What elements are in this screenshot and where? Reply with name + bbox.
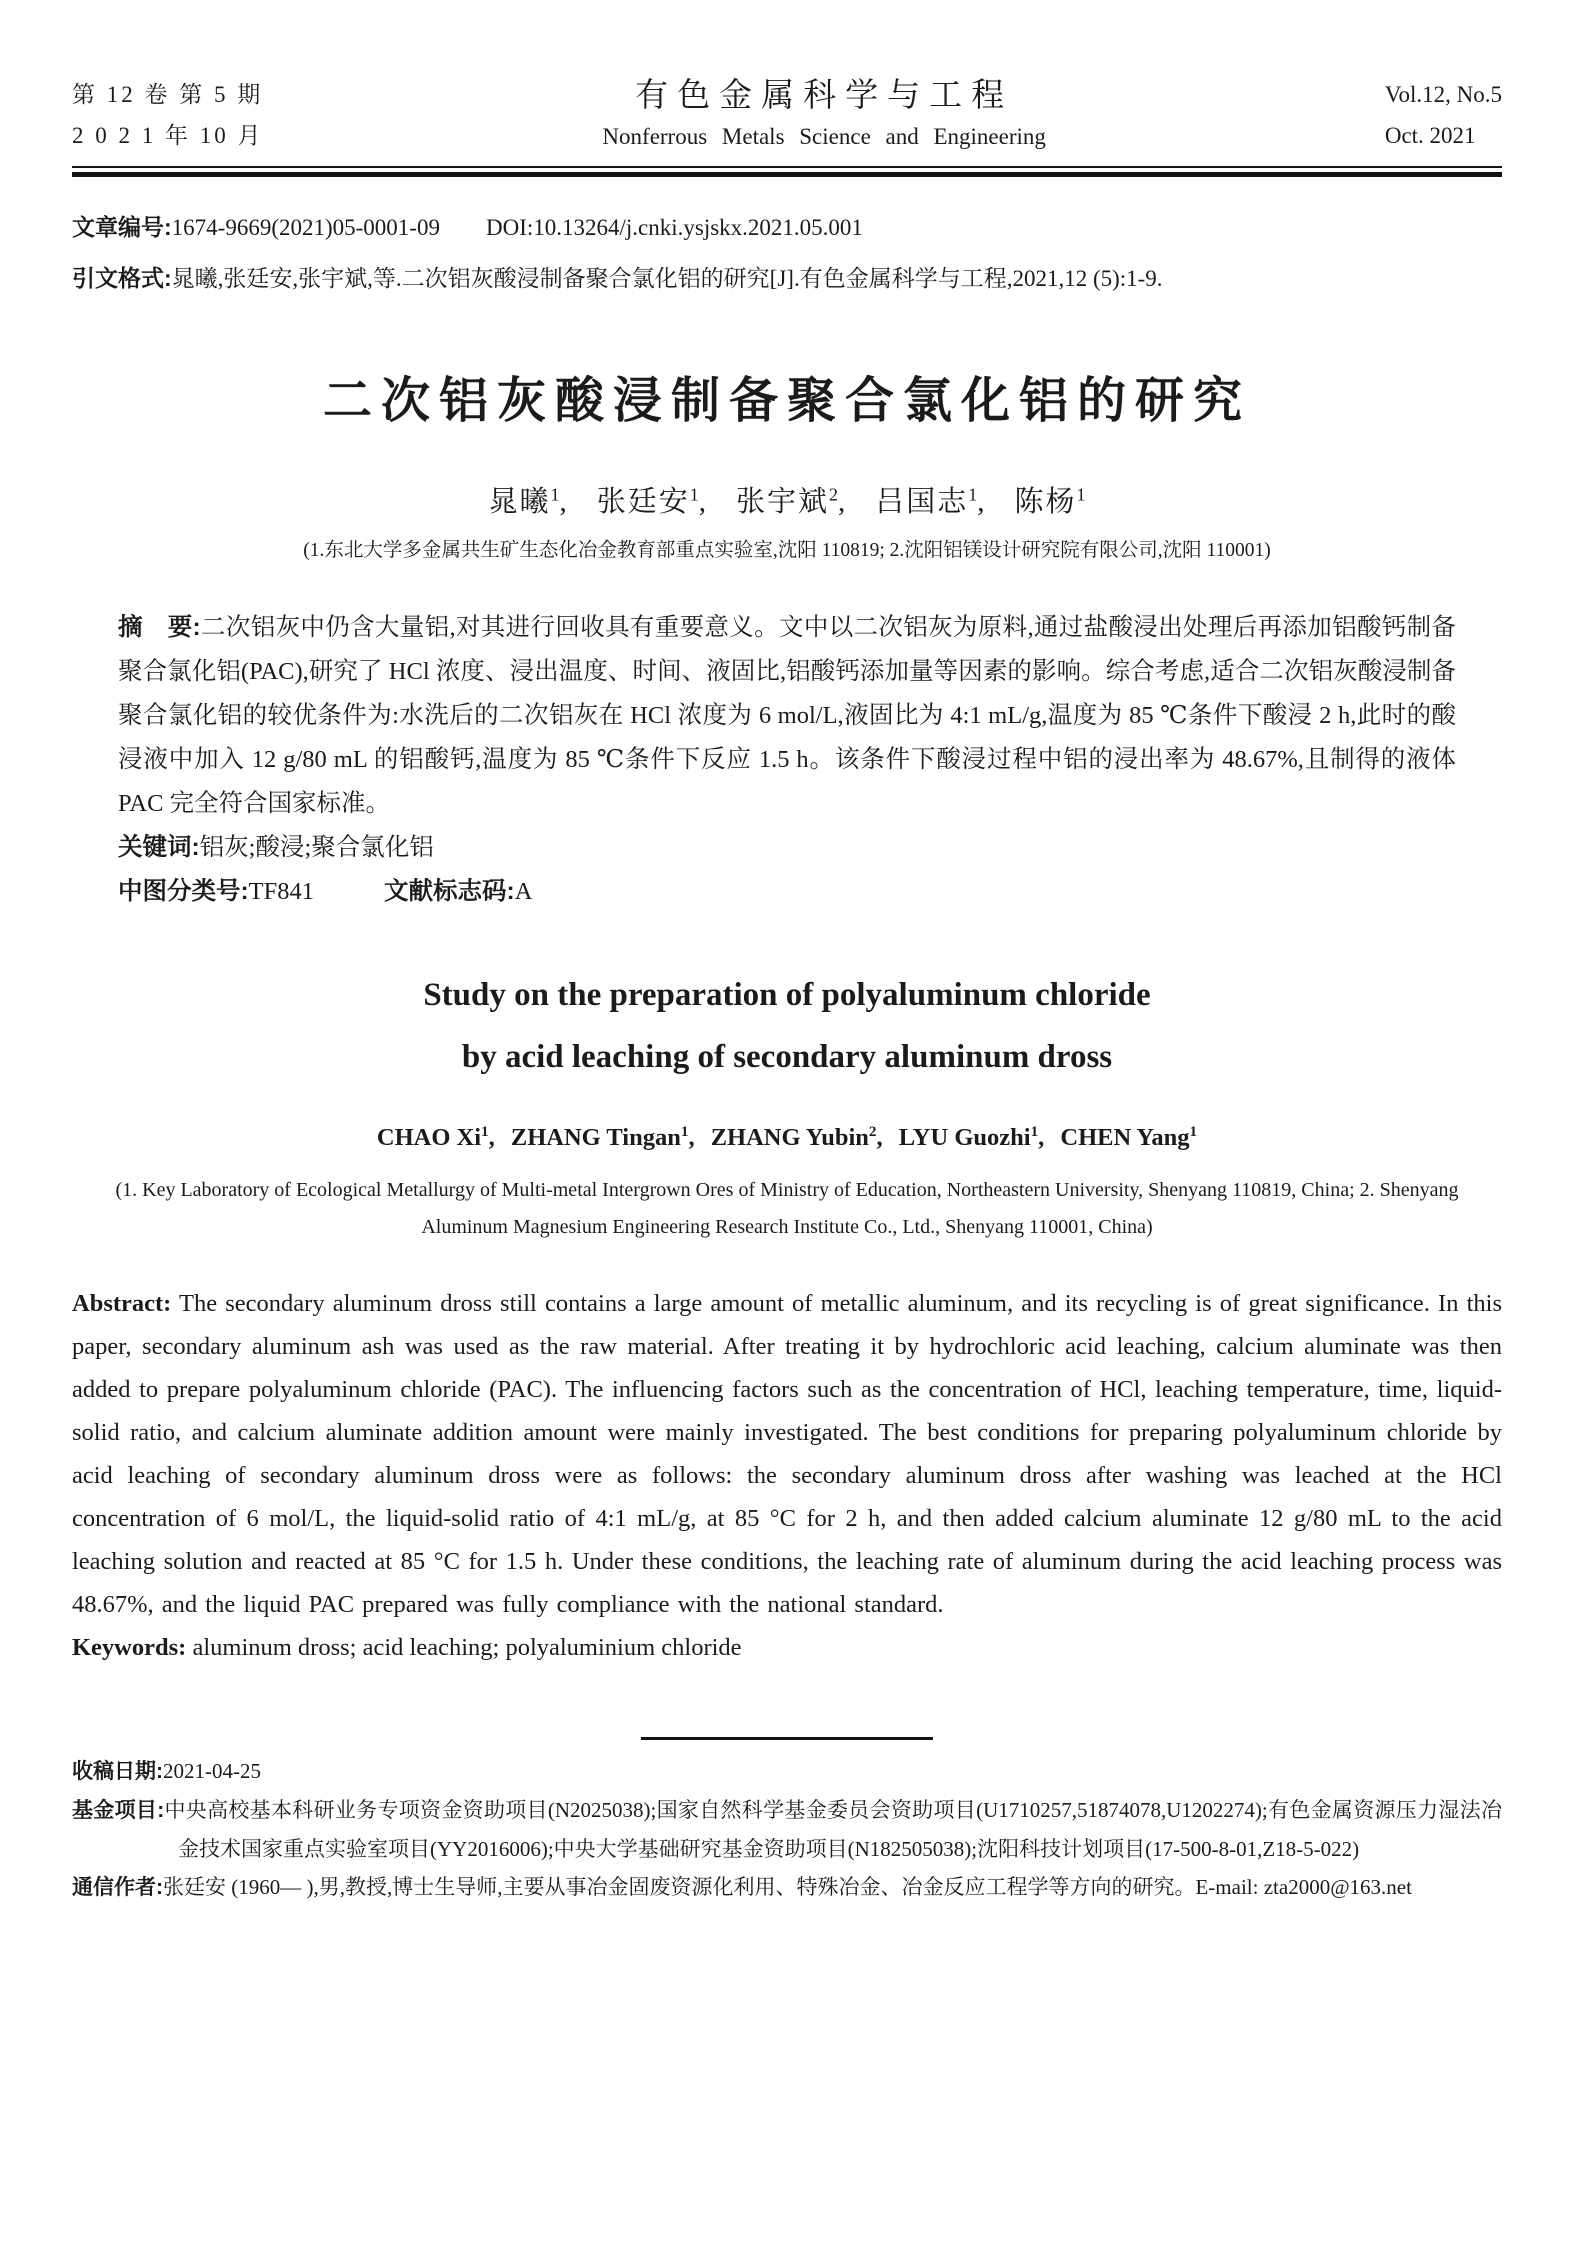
issue-volume-en: Vol.12, No.5 xyxy=(1384,82,1502,107)
fund-line xyxy=(72,1791,1502,1868)
article-number-line xyxy=(72,211,1502,244)
author-cn: 张廷安$^1$ , xyxy=(597,486,708,518)
doc-code-label: 文献标志码: xyxy=(384,877,515,905)
citation-label: 引文格式: xyxy=(72,265,172,291)
clc-line xyxy=(118,870,1456,914)
citation-line xyxy=(72,253,1502,304)
abstract-cn xyxy=(118,606,1456,826)
affiliation-cn: (1.东北大学多金属共生矿生态化冶金教育部重点实验室,沈阳 110819; 2.沈阳铝镁设计研究院有限公司,沈阳 110001) xyxy=(303,539,1271,561)
clc-value: TF841 xyxy=(248,877,315,905)
received-date-label: 收稿日期: xyxy=(72,1759,163,1783)
article-number-value: 1674-9669(2021)05-0001-09 xyxy=(171,215,440,240)
author-en: ZHANG Yubin$^2$ , xyxy=(711,1124,889,1151)
authors-cn xyxy=(72,472,1502,524)
fund-text: 中央高校基本科研业务专项资金资助项目(N2025038);国家自然科学基金委员会资助项目(U1710257,51874078,U1202274);有色金属资源压力湿法冶金技术国家重点实验室项目(YY2016006);中央大学基础研究基金资助项目(N182505038);沈阳科技计划项目(17-500-8-01,Z18-5-022) xyxy=(164,1797,1502,1861)
keywords-cn-label: 关键词: xyxy=(118,833,200,861)
author-en: CHEN Yang$^1$ xyxy=(1060,1122,1198,1151)
abstract-en xyxy=(72,1282,1502,1626)
footnote-block xyxy=(72,1752,1502,1907)
fund-label: 基金项目: xyxy=(72,1798,165,1822)
abstract-cn-label: 摘 要: xyxy=(118,613,201,641)
issue-date-en: Oct. 2021 xyxy=(1384,123,1476,148)
abstract-cn-text: 二次铝灰中仍含大量铝,对其进行回收具有重要意义。文中以二次铝灰为原料,通过盐酸浸出处理后再添加铝酸钙制备聚合氯化铝(PAC),研究了 HCl 浓度、浸出温度、时间、液固比,铝酸钙添加量等因素的影响。综合考虑,适合二次铝灰酸浸制备聚合氯化铝的较优条件为:水洗后的二次铝灰在 HCl 浓度为 6 mol/L,液固比为 4:1 mL/g,温度为 85 ℃条件下酸浸 2 h,此时的酸浸液中加入 12 g/80 mL 的铝酸钙,温度为 85 ℃条件下反应 1.5 h。该条件下酸浸过程中铝的浸出率为 48.67%,且制得的液体 PAC 完全符合国家标准。 xyxy=(118,613,1456,817)
issue-info-en xyxy=(1385,74,1502,156)
article-number-label: 文章编号: xyxy=(72,214,172,240)
keywords-cn-line xyxy=(118,826,1456,870)
keywords-cn-text: 铝灰;酸浸;聚合氯化铝 xyxy=(199,833,434,861)
abstract-en-text: The secondary aluminum dross still contains a large amount of metallic aluminum, and its recycling is of great significance. In this paper, secondary aluminum ash was used as the raw material. After treating it by hydrochloric acid leaching, calcium aluminate was then added to prepare polyaluminum chloride (PAC). The influencing factors such as the concentration of HCl, leaching temperature, time, liquid-solid ratio, and calcium aluminate addition amount were mainly investigated. The best conditions for preparing polyaluminum chloride by acid leaching of secondary aluminum dross were as follows: the secondary aluminum dross after washing was leached at the HCl concentration of 6 mol/L, the liquid-solid ratio of 4:1 mL/g, at 85 °C for 2 h, and then added calcium aluminate 12 g/80 mL to the acid leaching solution and reacted at 85 °C for 1.5 h. Under these conditions, the leaching rate of aluminum during the acid leaching process was 48.67%, and the liquid PAC prepared was fully compliance with the national standard. xyxy=(72,1289,1502,1618)
corresponding-author-text: 张廷安 (1960— ),男,教授,博士生导师,主要从事冶金固废资源化利用、特殊冶金、冶金反应工程学等方向的研究。E-mail: zta2000@163.net xyxy=(163,1874,1412,1899)
paper-title-cn: 二次铝灰酸浸制备聚合氯化铝的研究 xyxy=(322,373,1251,428)
author-en: ZHANG Tingan$^1$ , xyxy=(511,1124,701,1151)
paper-title-en-line1: Study on the preparation of polyaluminum chloride xyxy=(423,976,1151,1013)
corresponding-author-label: 通信作者: xyxy=(72,1875,163,1899)
journal-name-en: Nonferrous Metals Science and Engineering xyxy=(602,124,1046,149)
paper-title-en xyxy=(72,964,1502,1088)
keywords-en-line xyxy=(72,1626,1502,1669)
citation-text: 晁曦,张廷安,张宇斌,等.二次铝灰酸浸制备聚合氯化铝的研究[J].有色金属科学与工程,2021,12 (5):1-9. xyxy=(171,266,1163,291)
author-cn: 张宇斌$^2$ , xyxy=(736,486,847,518)
keywords-en-text: aluminum dross; acid leaching; polyaluminium chloride xyxy=(192,1633,742,1661)
journal-name-cn: 有色金属科学与工程 xyxy=(635,78,1014,114)
received-date-value: 2021-04-25 xyxy=(163,1758,261,1783)
author-en: CHAO Xi$^1$ , xyxy=(377,1124,501,1151)
issue-date-cn: 2 0 2 1 年 10 月 xyxy=(72,123,264,148)
corresponding-author-line xyxy=(72,1868,1502,1907)
issue-info-cn xyxy=(72,74,264,156)
journal-name-block xyxy=(264,74,1385,156)
paper-title-en-line2: by acid leaching of secondary aluminum dross xyxy=(461,1038,1113,1075)
footnote-divider xyxy=(641,1737,933,1740)
author-cn: 陈杨$^1$ xyxy=(1014,484,1086,518)
keywords-en-label: Keywords: xyxy=(72,1633,187,1661)
clc-label: 中图分类号: xyxy=(118,877,249,905)
author-en: LYU Guozhi$^1$ , xyxy=(899,1124,1051,1151)
affiliation-en: (1. Key Laboratory of Ecological Metallurgy of Multi-metal Intergrown Ores of Ministry of Education, Northeastern University, Shenyang 110819, China; 2. Shenyang Aluminum Magnesium Engineering Research Institute Co., Ltd., Shenyang 110001, China) xyxy=(115,1178,1459,1238)
doc-code-value: A xyxy=(514,877,533,905)
authors-en xyxy=(72,1112,1502,1158)
doi-value: 10.13264/j.cnki.ysjskx.2021.05.001 xyxy=(533,215,863,240)
abstract-en-label: Abstract: xyxy=(72,1289,172,1317)
received-date-line xyxy=(72,1752,1502,1791)
author-cn: 吕国志$^1$ , xyxy=(875,486,986,518)
journal-header xyxy=(72,74,1502,156)
author-cn: 晁曦$^1$ , xyxy=(489,486,569,518)
header-divider xyxy=(72,166,1502,177)
issue-volume-cn: 第 12 卷 第 5 期 xyxy=(72,82,264,107)
doi-label: DOI: xyxy=(485,215,534,240)
